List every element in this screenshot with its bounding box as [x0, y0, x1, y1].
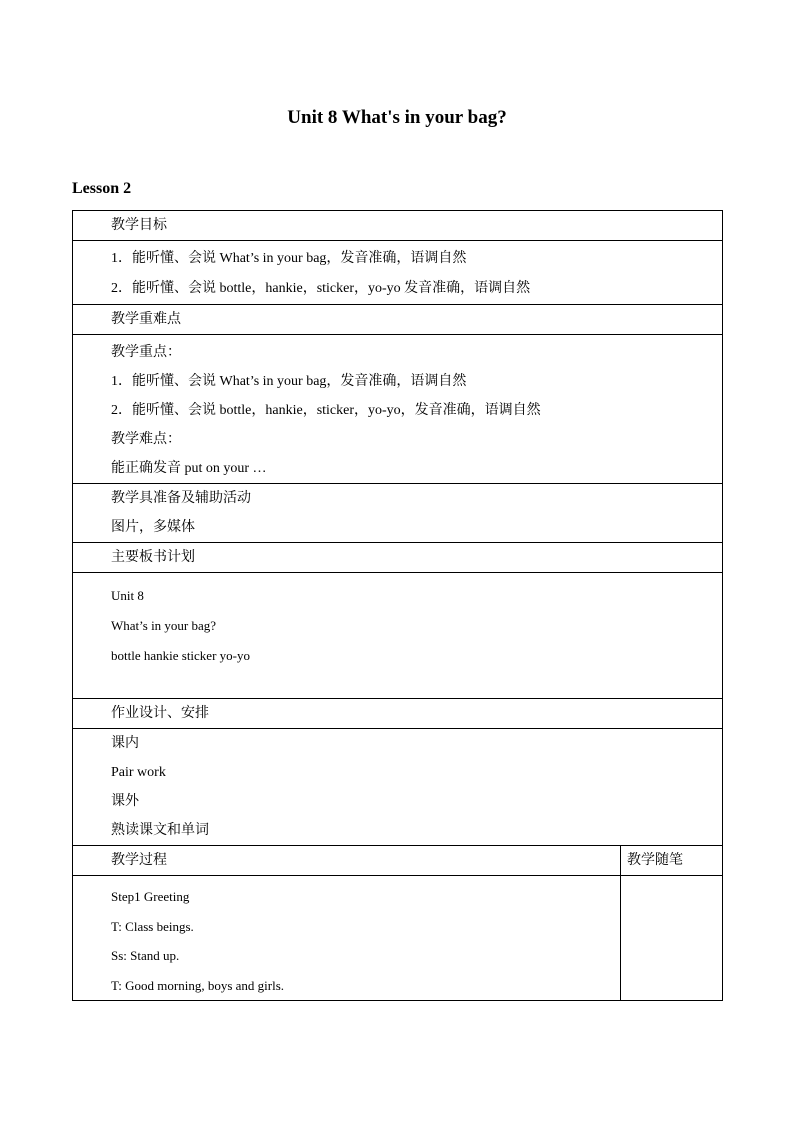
objectives-heading: 教学目标: [111, 218, 167, 233]
process-heading-row: [73, 846, 723, 876]
objective-line-1: 1．能听懂、会说 What’s in your bag，发音准确，语调自然: [111, 251, 467, 266]
board-heading-row: [73, 543, 723, 573]
focus-body-row: [73, 335, 723, 484]
focus-heading: 教学重难点: [111, 312, 181, 327]
objectives-body-row: [73, 241, 723, 305]
lesson-label: Lesson 2: [72, 180, 132, 197]
board-line-3: bottle hankie sticker yo-yo: [111, 648, 250, 663]
process-body-row: [73, 876, 723, 1001]
board-body-row: [73, 573, 723, 699]
focus-line-4: 教学难点：: [111, 432, 181, 447]
homework-line-2: Pair work: [111, 765, 166, 780]
homework-heading: 作业设计、安排: [111, 706, 209, 721]
document-title: Unit 8 What's in your bag?: [287, 107, 507, 128]
process-line-3: Ss: Stand up.: [111, 948, 180, 963]
notes-cell: [621, 876, 723, 1001]
board-line-1: Unit 8: [111, 588, 144, 603]
process-line-2: T: Class beings.: [111, 918, 194, 934]
homework-line-3: 课外: [111, 794, 139, 809]
lesson-plan-table: [72, 210, 723, 1001]
process-line-4: T: Good morning, boys and girls.: [111, 977, 285, 993]
focus-line-1: 教学重点：: [111, 345, 181, 360]
homework-line-1: 课内: [111, 736, 139, 751]
process-line-1: Step1 Greeting: [111, 889, 190, 904]
board-heading: 主要板书计划: [111, 550, 195, 565]
focus-line-3: 2．能听懂、会说 bottle，hankie，sticker，yo-yo，发音准确，语调自然: [111, 403, 541, 418]
homework-heading-row: [73, 699, 723, 729]
materials-line-1: 图片，多媒体: [111, 520, 195, 535]
focus-heading-row: [73, 305, 723, 335]
process-heading: 教学过程: [111, 853, 167, 868]
materials-heading: 教学具准备及辅助活动: [111, 491, 251, 506]
objectives-heading-row: [73, 211, 723, 241]
homework-body-row: [73, 729, 723, 846]
focus-line-5: 能正确发音 put on your …: [111, 461, 267, 476]
materials-heading-row: [73, 484, 723, 543]
objective-line-2: 2．能听懂、会说 bottle，hankie，sticker，yo-yo 发音准确，语调自然: [111, 281, 531, 296]
homework-line-4: 熟读课文和单词: [111, 823, 209, 838]
focus-line-2: 1．能听懂、会说 What’s in your bag，发音准确，语调自然: [111, 374, 467, 389]
board-line-2: What’s in your bag?: [111, 618, 217, 633]
notes-heading: 教学随笔: [627, 853, 683, 868]
